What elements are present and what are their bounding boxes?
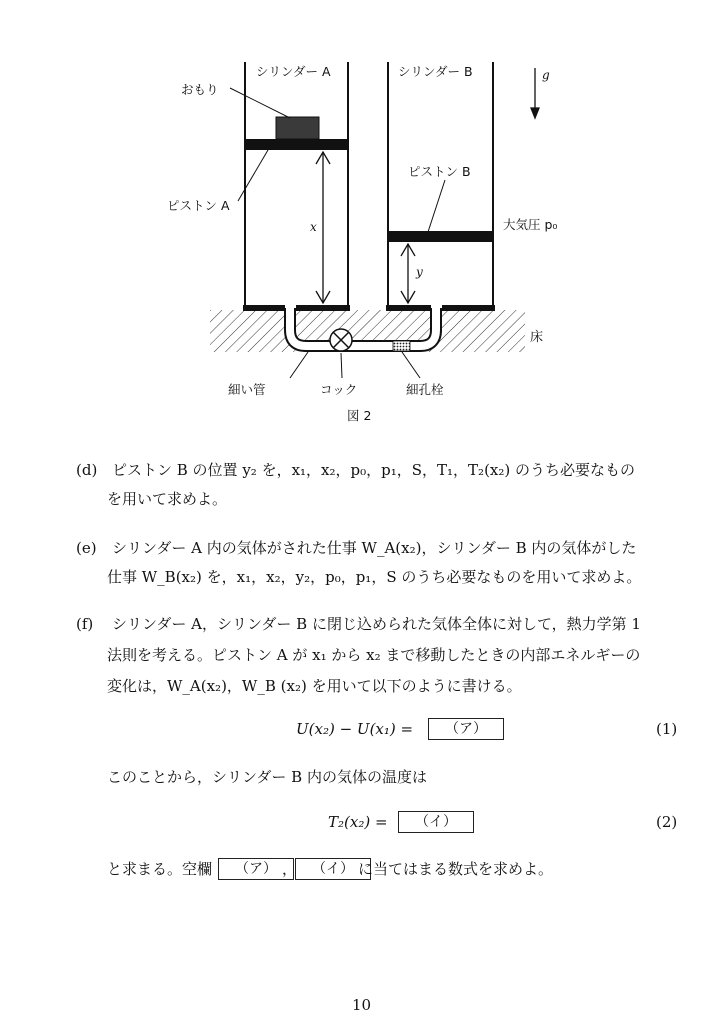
question-f-line4: このことから，シリンダー B 内の気体の温度は <box>107 768 427 786</box>
final-blank-i-box: （イ） <box>295 858 371 880</box>
question-d-label: (d) <box>76 461 98 479</box>
y-label: y <box>416 265 423 279</box>
weight-block <box>276 117 319 139</box>
cylinder-a <box>243 62 350 311</box>
figure-2 <box>0 0 725 430</box>
page-number: 10 <box>352 996 372 1014</box>
piston-b-label: ピストン B <box>408 164 471 179</box>
blank-a-box: （ア） <box>428 718 504 740</box>
cock-valve <box>330 329 352 351</box>
final-line-start: と求まる。空欄 <box>107 860 213 878</box>
equation-1-number: (1) <box>656 720 678 738</box>
gravity-label: g <box>542 68 550 82</box>
piston-a-label: ピストン A <box>167 198 230 213</box>
x-label: x <box>310 220 317 234</box>
cylinder-a-label: シリンダー A <box>256 64 331 79</box>
question-e-line1: シリンダー A 内の気体がされた仕事 W_A(x₂)，シリンダー B 内の気体がした <box>112 539 637 557</box>
floor-label: 床 <box>530 330 544 345</box>
question-f-label: (f) <box>76 615 94 633</box>
question-f-line1: シリンダー A，シリンダー B に閉じ込められた気体全体に対して，熱力学第 1 <box>112 615 641 633</box>
question-d-line1: ピストン B の位置 y₂ を，x₁，x₂，p₀，p₁，S，T₁，T₂(x₂) のうち必要なもの <box>112 461 636 479</box>
final-blank-a-box: （ア） <box>218 858 294 880</box>
final-line-end: に当てはまる数式を求めよ。 <box>358 860 554 878</box>
cock-label: コック <box>320 382 358 397</box>
equation-2-number: (2) <box>656 813 678 831</box>
cylinder-b-label: シリンダー B <box>398 64 473 79</box>
atm-pressure-label: 大気圧 p₀ <box>503 217 558 232</box>
pore-plug <box>393 341 410 351</box>
question-d-line2: を用いて求めよ。 <box>107 490 228 508</box>
equation-2: T₂(x₂) = <box>328 813 388 831</box>
pore-plug-label: 細孔栓 <box>406 382 444 397</box>
piston-a <box>245 139 348 150</box>
cylinder-b <box>386 62 495 311</box>
equation-1: U(x₂) − U(x₁) = <box>296 720 414 738</box>
gravity-arrow <box>531 68 539 118</box>
figure-caption: 図 2 <box>347 408 372 423</box>
question-f-line2: 法則を考える。ピストン A が x₁ から x₂ まで移動したときの内部エネルギーの <box>107 646 641 664</box>
thin-tube-label: 細い管 <box>228 382 266 397</box>
question-f-line3: 変化は，W_A(x₂)，W_B (x₂) を用いて以下のように書ける。 <box>107 677 522 695</box>
question-e-line2: 仕事 W_B(x₂) を，x₁，x₂，y₂，p₀，p₁，S のうち必要なものを用いて求めよ。 <box>107 568 642 586</box>
weight-label: おもり <box>181 82 219 97</box>
y-dimension-arrow <box>401 244 415 303</box>
question-e-label: (e) <box>76 539 97 557</box>
final-comma: ， <box>282 860 298 878</box>
x-dimension-arrow <box>316 152 330 303</box>
blank-i-box: （イ） <box>398 811 474 833</box>
piston-b <box>388 231 493 242</box>
